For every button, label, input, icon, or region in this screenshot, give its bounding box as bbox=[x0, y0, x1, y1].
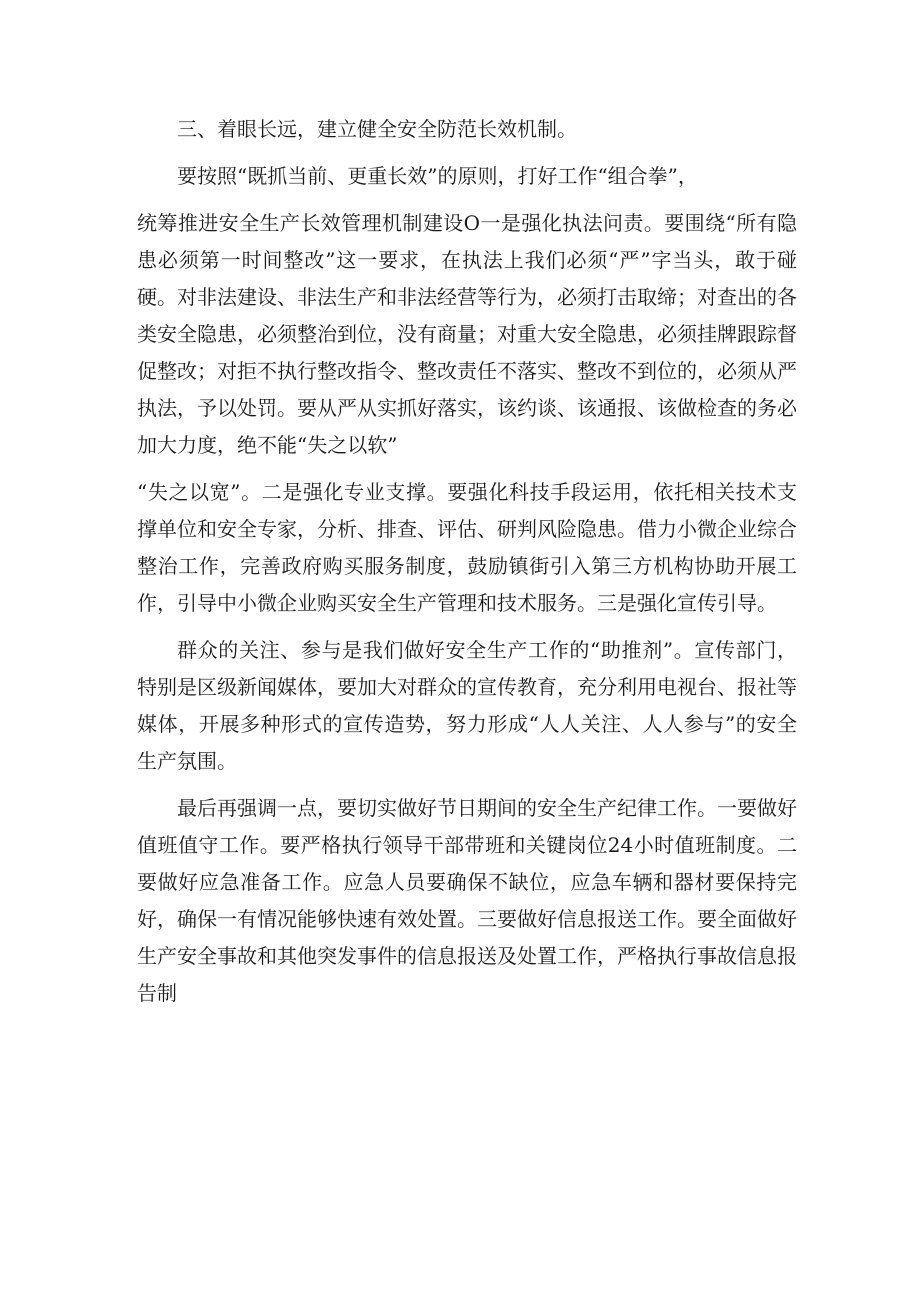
document-body bbox=[137, 111, 797, 1012]
paragraph-section-heading: 三、着眼长远，建立健全安全防范长效机制。 bbox=[177, 117, 577, 141]
paragraph-publicity: 群众的关注、参与是我们做好安全生产工作的“助推剂”。宣传部门，特别是区级新闻媒体，要加大对群众的宣传教育，充分利用电视台、报社等媒体，开展多种形式的宣传造势，努力形成“人人关注、人人参与”的安全生产氛围。 bbox=[137, 638, 797, 773]
paragraph-professional-support: “失之以宽”。二是强化专业支撑。要强化科技手段运用，依托相关技术支撑单位和安全专家，分析、排查、评估、研判风险隐患。借力小微企业综合整治工作，完善政府购买服务制度，鼓励镇街引入第三方机构协助开展工作，引导中小微企业购买安全生产管理和技术服务。三是强化宣传引导。 bbox=[137, 480, 797, 615]
paragraph-principle: 要按照“既抓当前、更重长效”的原则，打好工作“组合拳”， bbox=[177, 164, 698, 188]
paragraph-enforcement: 统筹推进安全生产长效管理机制建设O一是强化执法问责。要围绕“所有隐患必须第一时间整改”这一要求，在执法上我们必须“严”字当头，敢于碰硬。对非法建设、非法生产和非法经营等行为，必须打击取缔；对查出的各类安全隐患，必须整治到位，没有商量；对重大安全隐患，必须挂牌跟踪督促整改；对拒不执行整改指令、整改责任不落实、整改不到位的，必须从严执法，予以处罚。要从严从实抓好落实，该约谈、该通报、该做检查的务必加大力度，绝不能“失之以软” bbox=[137, 211, 797, 457]
paragraph-holiday-discipline: 最后再强调一点，要切实做好节日期间的安全生产纪律工作。一要做好值班值守工作。要严格执行领导干部带班和关键岗位24小时值班制度。二要做好应急准备工作。应急人员要确保不缺位，应急车辆和器材要保持完好，确保一有情况能够快速有效处置。三要做好信息报送工作。要全面做好生产安全事故和其他突发事件的信息报送及处置工作，严格执行事故信息报告制 bbox=[137, 796, 797, 1005]
